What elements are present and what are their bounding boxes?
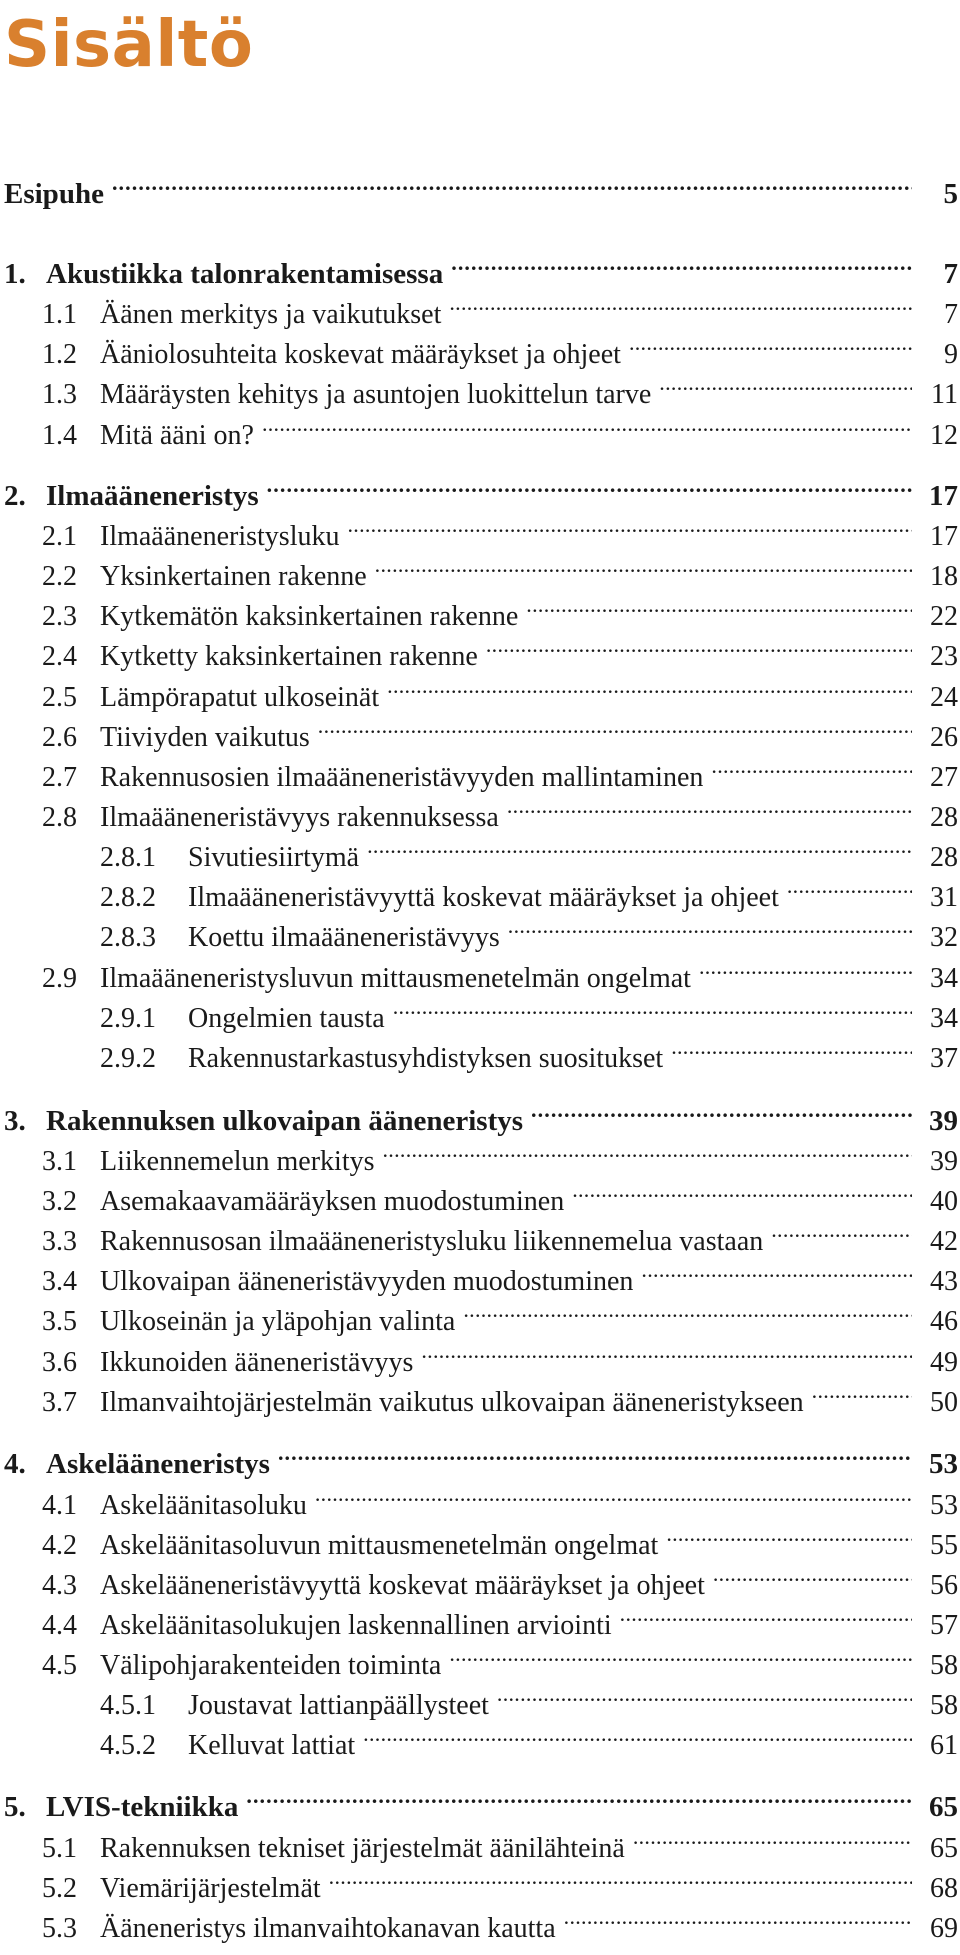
- toc-entry-title: LVIS-tekniikka: [46, 1791, 239, 1823]
- toc-section-entry: [42, 786, 958, 833]
- toc-chapter-entry: [4, 163, 958, 210]
- toc-entry-title: Ilmaääneneristysluku: [100, 521, 340, 552]
- toc-entry-number: 4.3: [42, 1570, 77, 1601]
- toc-entry-title: Askelääneneristävyyttä koskevat määräykset ja ohjeet: [100, 1570, 705, 1601]
- toc-dot-leader: [671, 1027, 912, 1067]
- toc-page-number: 58: [930, 1690, 958, 1721]
- toc-section-entry: [100, 987, 958, 1034]
- toc-entry-title: Sivutiesiirtymä: [188, 842, 360, 873]
- toc-page-number: 39: [930, 1146, 958, 1177]
- toc-entry-number: 3.5: [42, 1306, 77, 1337]
- toc-entry-number: 2.8.1: [100, 842, 156, 873]
- toc-entry-number: 4.5.2: [100, 1730, 156, 1761]
- toc-entry-title: Ääneneristys ilmanvaihtokanavan kautta: [100, 1913, 556, 1944]
- toc-entry-title: Askeläänitasolukujen laskennallinen arviointi: [100, 1610, 612, 1641]
- toc-page-number: 11: [931, 379, 958, 410]
- toc-entry-title: Ilmanvaihtojärjestelmän vaikutus ulkovaipan ääneneristykseen: [100, 1387, 804, 1418]
- toc-page-number: 49: [930, 1347, 958, 1378]
- toc-section-entry: [42, 1857, 958, 1904]
- toc-section-entry: [42, 323, 958, 370]
- toc-chapter-entry: [4, 1433, 958, 1480]
- toc-dot-leader: [375, 545, 912, 585]
- toc-entry-title: Ulkoseinän ja yläpohjan valinta: [100, 1306, 456, 1337]
- toc-entry-number: 4.5.1: [100, 1690, 156, 1721]
- toc-section-entry: [42, 1290, 958, 1337]
- toc-page-number: 23: [930, 641, 958, 672]
- toc-dot-leader: [666, 1514, 912, 1554]
- toc-entry-title: Rakennusosan ilmaääneneristysluku liikennemelua vastaan: [100, 1226, 764, 1257]
- toc-entry-number: 3.4: [42, 1266, 77, 1297]
- toc-dot-leader: [112, 163, 912, 203]
- toc-page-number: 18: [930, 561, 958, 592]
- toc-entry-number: 3.1: [42, 1146, 77, 1177]
- toc-entry-title: Ilmaääneneristävyys rakennuksessa: [100, 802, 499, 833]
- toc-entry-number: 2.8.2: [100, 882, 156, 913]
- toc-entry-title: Viemärijärjestelmät: [100, 1873, 321, 1904]
- toc-entry-title: Liikennemelun merkitys: [100, 1146, 375, 1177]
- toc-entry-title: Rakennusosien ilmaääneneristävyyden mallintaminen: [100, 762, 704, 793]
- toc-entry-title: Askeläänitasoluku: [100, 1490, 307, 1521]
- toc-page-number: 65: [930, 1833, 958, 1864]
- toc-entry-title: Akustiikka talonrakentamisessa: [46, 258, 444, 290]
- toc-section-entry: [42, 666, 958, 713]
- toc-page-number: 46: [930, 1306, 958, 1337]
- toc-entry-title: Ongelmien tausta: [188, 1003, 385, 1034]
- toc-entry-title: Kytketty kaksinkertainen rakenne: [100, 641, 478, 672]
- toc-page-number: 37: [930, 1043, 958, 1074]
- page-title: Sisältö: [4, 8, 254, 82]
- toc-page-number: 42: [930, 1226, 958, 1257]
- toc-entry-title: Ulkovaipan ääneneristävyyden muodostuminen: [100, 1266, 634, 1297]
- toc-entry-title: Ikkunoiden ääneneristävyys: [100, 1347, 414, 1378]
- toc-page-number: 24: [930, 682, 958, 713]
- toc-section-entry: [42, 585, 958, 632]
- toc-entry-number: 4.: [4, 1448, 26, 1480]
- toc-dot-leader: [497, 1674, 912, 1714]
- toc-section-entry: [42, 363, 958, 410]
- toc-section-entry: [100, 1027, 958, 1074]
- toc-entry-number: 4.2: [42, 1530, 77, 1561]
- toc-section-entry: [100, 1674, 958, 1721]
- toc-page-number: 27: [930, 762, 958, 793]
- toc-entry-title: Mitä ääni on?: [100, 420, 254, 451]
- toc-entry-title: Askeläänitasoluvun mittausmenetelmän ongelmat: [100, 1530, 659, 1561]
- toc-entry-number: 2.8.3: [100, 922, 156, 953]
- toc-entry-title: Yksinkertainen rakenne: [100, 561, 367, 592]
- toc-dot-leader: [318, 706, 912, 746]
- toc-dot-leader: [347, 505, 912, 545]
- toc-entry-title: Rakennustarkastusyhdistyksen suositukset: [188, 1043, 664, 1074]
- toc-page-number: 34: [930, 1003, 958, 1034]
- toc-chapter-entry: [4, 1090, 958, 1137]
- toc-entry-number: 5.3: [42, 1913, 77, 1944]
- toc-page-number: 22: [930, 601, 958, 632]
- toc-page-number: 17: [930, 521, 958, 552]
- toc-section-entry: [42, 1897, 958, 1944]
- toc-section-entry: [42, 1250, 958, 1297]
- toc-page-number: 39: [929, 1105, 958, 1137]
- toc-page-number: 28: [930, 842, 958, 873]
- toc-chapter-entry: [4, 1776, 958, 1823]
- toc-page-number: 26: [930, 722, 958, 753]
- toc-dot-leader: [629, 323, 912, 363]
- toc-section-entry: [100, 866, 958, 913]
- toc-page-number: 68: [930, 1873, 958, 1904]
- toc-section-entry: [42, 1331, 958, 1378]
- toc-entry-number: 3.2: [42, 1186, 77, 1217]
- toc-entry-number: 2.1: [42, 521, 77, 552]
- toc-entry-number: 3.7: [42, 1387, 77, 1418]
- toc-page-number: 53: [930, 1490, 958, 1521]
- toc-section-entry: [42, 505, 958, 552]
- toc-entry-title: Ilmaääneneristys: [46, 480, 259, 512]
- toc-dot-leader: [329, 1857, 912, 1897]
- toc-dot-leader: [315, 1474, 912, 1514]
- toc-entry-title: Rakennuksen ulkovaipan ääneneristys: [46, 1105, 524, 1137]
- toc-chapter-entry: [4, 465, 958, 512]
- toc-entry-number: 1.3: [42, 379, 77, 410]
- toc-page-number: 5: [943, 178, 958, 210]
- toc-section-entry: [42, 283, 958, 330]
- toc-entry-number: 2.: [4, 480, 26, 512]
- toc-page-number: 65: [929, 1791, 958, 1823]
- toc-section-entry: [42, 1371, 958, 1418]
- toc-entry-number: 2.9: [42, 963, 77, 994]
- toc-dot-leader: [713, 1554, 912, 1594]
- toc-section-entry: [42, 746, 958, 793]
- toc-entry-title: Askelääneneristys: [46, 1448, 270, 1480]
- toc-entry-number: 2.4: [42, 641, 77, 672]
- toc-entry-number: 5.: [4, 1791, 26, 1823]
- toc-entry-number: 1.: [4, 258, 26, 290]
- toc-section-entry: [42, 1817, 958, 1864]
- toc-dot-leader: [771, 1210, 912, 1250]
- toc-page-number: 57: [930, 1610, 958, 1641]
- toc-entry-number: 3.6: [42, 1347, 77, 1378]
- toc-entry-title: Äänen merkitys ja vaikutukset: [100, 299, 442, 330]
- toc-section-entry: [42, 1594, 958, 1641]
- toc-entry-number: 5.1: [42, 1833, 77, 1864]
- toc-entry-title: Rakennuksen tekniset järjestelmät äänilähteinä: [100, 1833, 625, 1864]
- toc-dot-leader: [451, 243, 912, 283]
- toc-page-number: 12: [930, 420, 958, 451]
- toc-entry-number: 3.3: [42, 1226, 77, 1257]
- toc-page-number: 34: [930, 963, 958, 994]
- toc-entry-title: Ilmaääneneristysluvun mittausmenetelmän ongelmat: [100, 963, 691, 994]
- toc-dot-leader: [812, 1371, 912, 1411]
- toc-dot-leader: [787, 866, 912, 906]
- toc-entry-title: Asemakaavamääräyksen muodostuminen: [100, 1186, 565, 1217]
- toc-entry-number: 2.5: [42, 682, 77, 713]
- toc-entry-title: Lämpörapatut ulkoseinät: [100, 682, 380, 713]
- toc-entry-title: Esipuhe: [4, 178, 104, 210]
- toc-section-entry: [100, 1714, 958, 1761]
- toc-section-entry: [42, 1210, 958, 1257]
- toc-entry-number: 2.3: [42, 601, 77, 632]
- toc-entry-title: Määräysten kehitys ja asuntojen luokittelun tarve: [100, 379, 652, 410]
- toc-page-number: 58: [930, 1650, 958, 1681]
- toc-dot-leader: [383, 1130, 913, 1170]
- toc-dot-leader: [486, 625, 912, 665]
- toc-entry-title: Välipohjarakenteiden toiminta: [100, 1650, 442, 1681]
- toc-entry-number: 4.5: [42, 1650, 77, 1681]
- toc-page-number: 17: [929, 480, 958, 512]
- toc-section-entry: [42, 545, 958, 592]
- toc-entry-number: 4.4: [42, 1610, 77, 1641]
- toc-dot-leader: [262, 404, 912, 444]
- toc-chapter-entry: [4, 243, 958, 290]
- toc-dot-leader: [641, 1250, 912, 1290]
- toc-dot-leader: [531, 1090, 912, 1130]
- toc-page-number: 56: [930, 1570, 958, 1601]
- toc-dot-leader: [387, 666, 912, 706]
- toc-dot-leader: [572, 1170, 912, 1210]
- toc-entry-number: 2.2: [42, 561, 77, 592]
- toc-dot-leader: [267, 465, 912, 505]
- toc-page-number: 31: [930, 882, 958, 913]
- toc-page-number: 32: [930, 922, 958, 953]
- toc-dot-leader: [463, 1290, 912, 1330]
- toc-page-number: 28: [930, 802, 958, 833]
- toc-page-number: 50: [930, 1387, 958, 1418]
- toc-page-number: 61: [930, 1730, 958, 1761]
- toc-entry-number: 2.9.1: [100, 1003, 156, 1034]
- toc-dot-leader: [507, 786, 912, 826]
- toc-dot-leader: [508, 906, 912, 946]
- toc-entry-number: 4.1: [42, 1490, 77, 1521]
- toc-dot-leader: [620, 1594, 912, 1634]
- toc-dot-leader: [246, 1776, 912, 1816]
- toc-page-number: 9: [944, 339, 958, 370]
- toc-dot-leader: [393, 987, 912, 1027]
- toc-page-number: 7: [944, 299, 958, 330]
- toc-entry-number: 3.: [4, 1105, 26, 1137]
- toc-entry-title: Ääniolosuhteita koskevat määräykset ja ohjeet: [100, 339, 621, 370]
- toc-page-number: 69: [930, 1913, 958, 1944]
- toc-section-entry: [100, 826, 958, 873]
- toc-entry-number: 5.2: [42, 1873, 77, 1904]
- toc-section-entry: [42, 1474, 958, 1521]
- toc-dot-leader: [633, 1817, 912, 1857]
- toc-page-number: 7: [943, 258, 958, 290]
- toc-dot-leader: [699, 947, 912, 987]
- toc-section-entry: [42, 1130, 958, 1177]
- toc-section-entry: [42, 1170, 958, 1217]
- toc-dot-leader: [711, 746, 912, 786]
- toc-entry-title: Kelluvat lattiat: [188, 1730, 356, 1761]
- toc-section-entry: [42, 1514, 958, 1561]
- toc-entry-title: Kytkemätön kaksinkertainen rakenne: [100, 601, 519, 632]
- toc-entry-number: 2.7: [42, 762, 77, 793]
- toc-entry-number: 2.6: [42, 722, 77, 753]
- toc-dot-leader: [367, 826, 912, 866]
- toc-dot-leader: [421, 1331, 912, 1371]
- toc-dot-leader: [449, 283, 912, 323]
- toc-entry-number: 1.4: [42, 420, 77, 451]
- toc-page-number: 55: [930, 1530, 958, 1561]
- toc-page-number: 53: [929, 1448, 958, 1480]
- toc-section-entry: [42, 625, 958, 672]
- toc-section-entry: [100, 906, 958, 953]
- toc-dot-leader: [363, 1714, 912, 1754]
- toc-page-number: 40: [930, 1186, 958, 1217]
- toc-section-entry: [42, 1554, 958, 1601]
- toc-dot-leader: [659, 363, 912, 403]
- toc-entry-title: Koettu ilmaääneneristävyys: [188, 922, 500, 953]
- toc-entry-title: Tiiviyden vaikutus: [100, 722, 310, 753]
- toc-entry-number: 2.8: [42, 802, 77, 833]
- toc-dot-leader: [526, 585, 912, 625]
- toc-section-entry: [42, 706, 958, 753]
- toc-section-entry: [42, 947, 958, 994]
- toc-dot-leader: [564, 1897, 912, 1937]
- toc-entry-title: Ilmaääneneristävyyttä koskevat määräykset ja ohjeet: [188, 882, 779, 913]
- toc-entry-number: 1.1: [42, 299, 77, 330]
- toc-page-number: 43: [930, 1266, 958, 1297]
- toc-entry-number: 1.2: [42, 339, 77, 370]
- toc-dot-leader: [278, 1433, 912, 1473]
- toc-entry-number: 2.9.2: [100, 1043, 156, 1074]
- toc-section-entry: [42, 1634, 958, 1681]
- toc-entry-title: Joustavat lattianpäällysteet: [188, 1690, 489, 1721]
- toc-section-entry: [42, 404, 958, 451]
- toc-dot-leader: [449, 1634, 912, 1674]
